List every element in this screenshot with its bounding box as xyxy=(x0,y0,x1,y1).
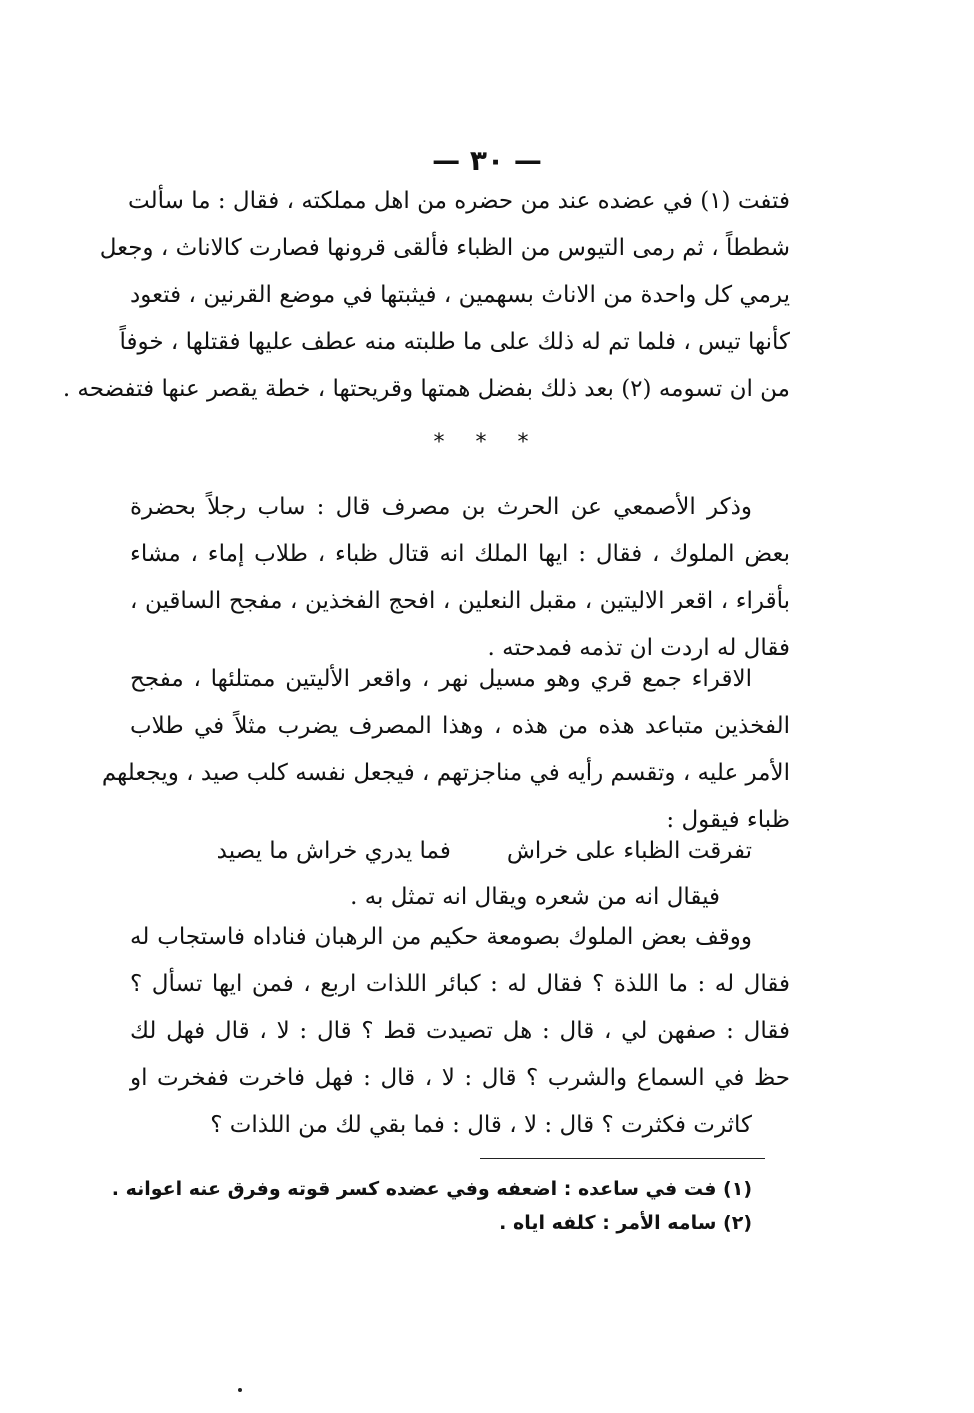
text-line: بعض الملوك ، فقال : ايها الملك انه قتال ظباء ، طلاب إماء ، مشاء xyxy=(130,541,790,567)
footnote-2: (٢) سامه الأمر : كلفه اياه . xyxy=(499,1212,752,1234)
verse-note: فيقال انه من شعره ويقال انه تمثل به . xyxy=(350,884,720,910)
text-line: شططاً ، ثم رمى التيوس من الظباء فألقى قرونها فصارت كالاناث ، وجعل xyxy=(99,235,790,261)
text-line: كاثرت فكثرت ؟ قال : لا ، قال : فما بقي لك من اللذات ؟ xyxy=(210,1112,752,1138)
paragraph-4 xyxy=(130,914,790,1149)
text-line: الأمر عليه ، وتقسم رأيه في مناجزتهم ، فيجعل نفسه كلب صيد ، ويجعلهم xyxy=(101,760,790,786)
text-line: فقال له : ما اللذة ؟ فقال له : كبائر اللذات اربع ، فمن ايها تسأل ؟ xyxy=(130,971,790,997)
text-line: حظ في السماع والشرب ؟ قال : لا ، قال : فهل فاخرت ففخرت او xyxy=(130,1065,790,1091)
section-separator: * * * xyxy=(433,430,541,455)
text-line: ووقف بعض الملوك بصومعة حكيم من الرهبان فناداه فاستجاب له xyxy=(130,924,752,950)
scan-speck xyxy=(238,1388,242,1392)
text-line: فتفت (١) في عضده عند من حضره من اهل مملكته ، فقال : ما سألت xyxy=(128,188,790,214)
verse-line xyxy=(130,828,790,874)
footnote-divider xyxy=(480,1158,765,1159)
text-line: ظباء فيقول : xyxy=(666,807,790,833)
verse-first-hemistich: تفرقت الظباء على خراش xyxy=(506,838,752,864)
text-line: الاقراء جمع قري وهو مسيل نهر ، واقعر الأليتين ممتلئها ، مفجح xyxy=(130,666,752,692)
footnotes xyxy=(111,1172,790,1240)
text-line: من ان تسومه (٢) بعد ذلك بفضل همتها وقريحتها ، خطة يقصر عنها فتفضحه . xyxy=(62,376,790,402)
text-line: الفخذين متباعد هذه من هذه ، وهذا المصرف يضرب مثلاً في طلاب xyxy=(130,713,790,739)
text-line: يرمي كل واحدة من الاناث بسهمين ، فيثبتها في موضع القرنين ، فتعود xyxy=(130,282,790,308)
text-line: وذكر الأصمعي عن الحرث بن مصرف قال : ساب رجلاً بحضرة xyxy=(130,494,752,520)
paragraph-1 xyxy=(62,178,790,413)
poetry-verse xyxy=(130,828,790,921)
footnote-1: (١) فت في ساعده : اضعفه وفي عضده كسر قوته وفرق عنه اعوانه . xyxy=(111,1178,752,1200)
page-number: — ٣٠ — xyxy=(432,144,542,177)
text-line: فقال : صفهن لي ، قال : هل تصيدت قط ؟ قال : لا ، قال فهل لك xyxy=(130,1018,790,1044)
text-line: فقال له اردت ان تذمه فمدحته . xyxy=(487,635,790,661)
paragraph-3 xyxy=(101,656,790,844)
verse-second-hemistich: فما يدري خراش ما يصيد xyxy=(216,838,451,864)
text-line: بأقراء ، اقعر الاليتين ، مقبل النعلين ، افحج الفخذين ، مفجح الساقين ، xyxy=(130,588,790,614)
text-line: كأنها تيس ، فلما تم له ذلك على ما طلبته منه عطف عليها فقتلها ، خوفاً xyxy=(119,329,790,355)
paragraph-2 xyxy=(130,484,790,672)
